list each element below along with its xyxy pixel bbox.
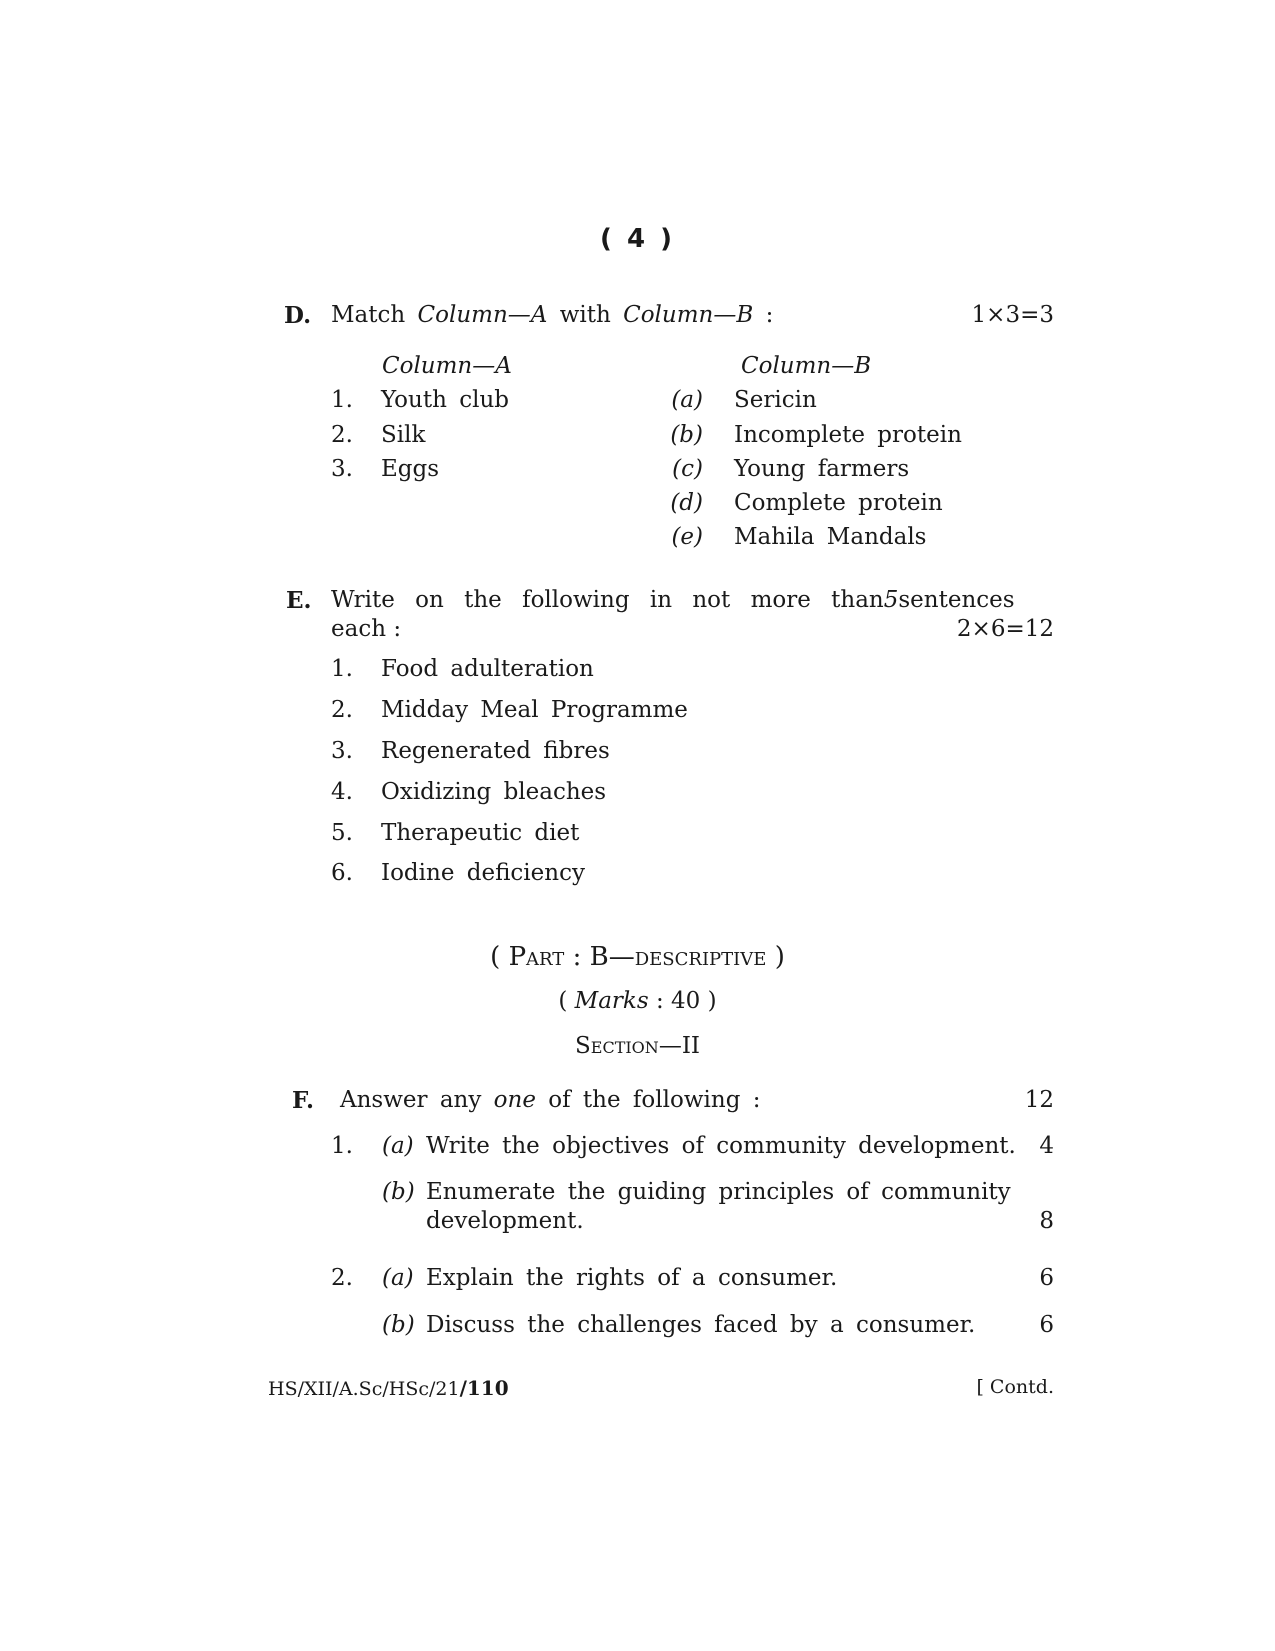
question-1b-marks: 8: [1039, 1208, 1054, 1234]
paper-code-suffix: /110: [459, 1376, 509, 1400]
part-b-heading: [0, 942, 1275, 972]
list-item-num: 4.: [331, 779, 353, 805]
list-item: Silk: [381, 422, 426, 448]
list-item: Complete protein: [734, 490, 943, 516]
section-f-label: F.: [292, 1087, 315, 1114]
part-b-close: ): [774, 942, 785, 972]
list-item-num: 2.: [331, 697, 353, 723]
part-b-open: (: [490, 942, 501, 972]
instr-col-a: Column—A: [417, 302, 548, 328]
paper-code-prefix: HS/XII/A.Sc/HSc/21: [268, 1378, 460, 1400]
list-item-num: 2.: [331, 422, 353, 448]
question-1a-label: (a): [382, 1133, 414, 1159]
list-item-num: 5.: [331, 820, 353, 846]
column-a-header: Column—A: [382, 353, 512, 379]
marks-close: ): [707, 988, 717, 1014]
list-item-label: (e): [671, 524, 703, 550]
question-1a-marks: 4: [1039, 1133, 1054, 1159]
part-b-word: Part: [508, 942, 565, 972]
section-e-label: E.: [286, 587, 312, 614]
section-num: —II: [658, 1033, 700, 1059]
question-2a-text: Explain the rights of a consumer.: [426, 1265, 838, 1291]
instr-col-b: Column—B: [623, 302, 754, 328]
list-item: Youth club: [381, 387, 509, 413]
list-item-label: (c): [672, 456, 703, 482]
section-f-marks: 12: [1024, 1087, 1054, 1113]
list-item: Sericin: [734, 387, 817, 413]
list-item-num: 3.: [331, 738, 353, 764]
instr-one: one: [493, 1087, 536, 1113]
page-number: ( 4 ): [600, 224, 675, 254]
section-word: Section: [575, 1033, 659, 1059]
instr-colon: :: [765, 302, 774, 328]
instr-answer: Answer any: [340, 1087, 482, 1113]
list-item: Incomplete protein: [734, 422, 962, 448]
list-item: Oxidizing bleaches: [381, 779, 607, 805]
list-item: Therapeutic diet: [381, 820, 580, 846]
question-2b-text: Discuss the challenges faced by a consumer.: [426, 1312, 976, 1338]
question-1a-text: Write the objectives of community development.: [426, 1133, 1016, 1159]
question-1-num: 1.: [331, 1133, 353, 1159]
question-2a-marks: 6: [1039, 1265, 1054, 1291]
list-item: Mahila Mandals: [734, 524, 927, 550]
instr-num: 5: [883, 587, 899, 613]
section-e-marks: 2×6=12: [956, 616, 1054, 642]
part-b-colon: :: [572, 942, 582, 972]
list-item-num: 3.: [331, 456, 353, 482]
list-item: Iodine deficiency: [381, 860, 585, 886]
paper-code: [268, 1376, 509, 1400]
column-b-header: Column—B: [741, 353, 872, 379]
section-f-instruction: [340, 1087, 760, 1113]
question-2b-label: (b): [382, 1312, 415, 1338]
question-1b-label: (b): [382, 1179, 415, 1205]
list-item-label: (d): [670, 490, 703, 516]
section-e-instruction-line2: each :: [331, 616, 402, 642]
section-d-instruction: [331, 302, 773, 328]
question-1b-text-line2: development.: [426, 1208, 584, 1234]
instr-following: of the following :: [548, 1087, 761, 1113]
question-2b-marks: 6: [1039, 1312, 1054, 1338]
instr-match: Match: [331, 302, 406, 328]
part-b-b: B—: [589, 942, 635, 972]
instr-with: with: [559, 302, 611, 328]
list-item: Regenerated fibres: [381, 738, 610, 764]
marks-value: : 40: [655, 988, 701, 1014]
instr-part1: Write on the following in not more than: [331, 587, 884, 613]
marks-open: (: [558, 988, 568, 1014]
list-item-num: 1.: [331, 656, 353, 682]
section-d-marks: 1×3=3: [971, 302, 1054, 328]
list-item: Midday Meal Programme: [381, 697, 688, 723]
list-item: Food adulteration: [381, 656, 594, 682]
part-b-descriptive: descriptive: [634, 942, 767, 972]
instr-part2: sentences: [898, 587, 1015, 613]
list-item: Eggs: [381, 456, 440, 482]
question-1b-text: Enumerate the guiding principles of community: [426, 1179, 1011, 1205]
list-item: Young farmers: [734, 456, 910, 482]
list-item-num: 6.: [331, 860, 353, 886]
part-b-marks: [0, 988, 1275, 1014]
contd-label: [ Contd.: [976, 1376, 1054, 1398]
list-item-label: (b): [670, 422, 703, 448]
list-item-label: (a): [671, 387, 703, 413]
question-2-num: 2.: [331, 1265, 353, 1291]
marks-word: Marks: [574, 988, 649, 1014]
list-item-num: 1.: [331, 387, 353, 413]
section-e-instruction: [331, 587, 1015, 613]
section-heading: [0, 1033, 1275, 1059]
question-2a-label: (a): [382, 1265, 414, 1291]
section-d-label: D.: [284, 302, 312, 329]
